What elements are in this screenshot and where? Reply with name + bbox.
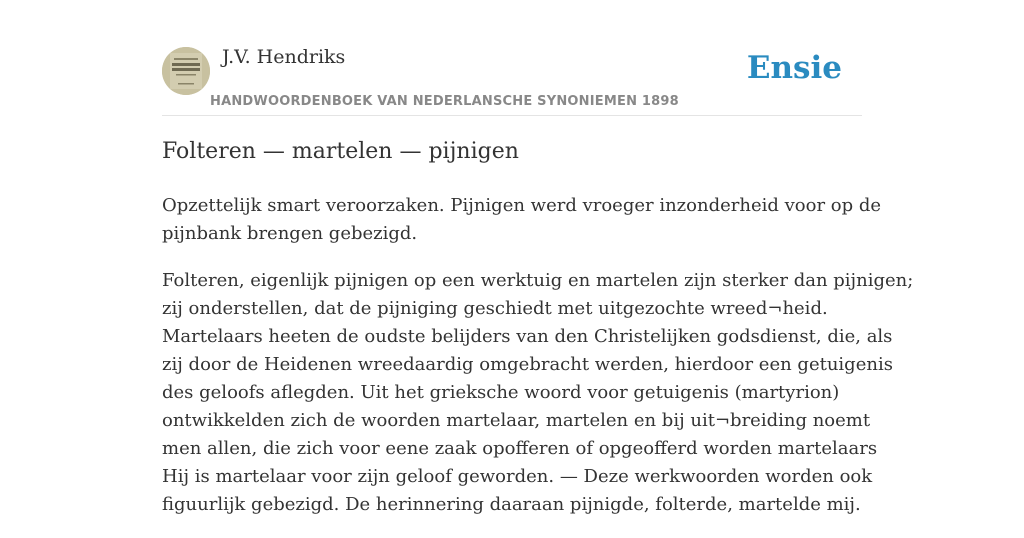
text-line: figuurlijk gebezigd. De herinnering daaraan pijnigde, folterde, martelde mij. [162,494,861,515]
text-line: Martelaars heeten de oudste belijders van den Christelijken godsdienst, die, als [162,326,893,347]
header-divider [162,115,862,116]
text-line: des geloofs aflegden. Uit het grieksche woord voor getuigenis (martyrion) [162,382,840,403]
text-line: Hij is martelaar voor zijn geloof geworden. — Deze werkwoorden worden ook [162,466,873,487]
avatar[interactable] [162,47,210,95]
paragraph-definition [162,192,882,248]
page-title: Folteren — martelen — pijnigen [162,139,519,164]
author-name[interactable]: J.V. Hendriks [222,46,346,68]
text-line: ontwikkelden zich de woorden martelaar, martelen en bij uit¬breiding noemt [162,410,871,431]
text-line: pijnbank brengen gebezigd. [162,223,418,244]
paragraph-explanation [162,267,914,519]
text-line: zij door de Heidenen wreedaardig omgebracht werden, hierdoor een getuigenis [162,354,893,375]
article-body [162,192,914,538]
text-line: Folteren, eigenlijk pijnigen op een werktuig en martelen zijn sterker dan pijnigen; [162,270,914,291]
text-line: Opzettelijk smart veroorzaken. Pijnigen werd vroeger inzonderheid voor op de [162,195,882,216]
ensie-logo[interactable]: Ensie [746,50,842,86]
book-title[interactable]: HANDWOORDENBOEK VAN NEDERLANSCHE SYNONIEMEN 1898 [210,94,679,109]
text-line: men allen, die zich voor eene zaak opofferen of opgeofferd worden martelaars [162,438,878,459]
text-line: zij onderstellen, dat de pijniging geschiedt met uitgezochte wreed¬heid. [162,298,828,319]
